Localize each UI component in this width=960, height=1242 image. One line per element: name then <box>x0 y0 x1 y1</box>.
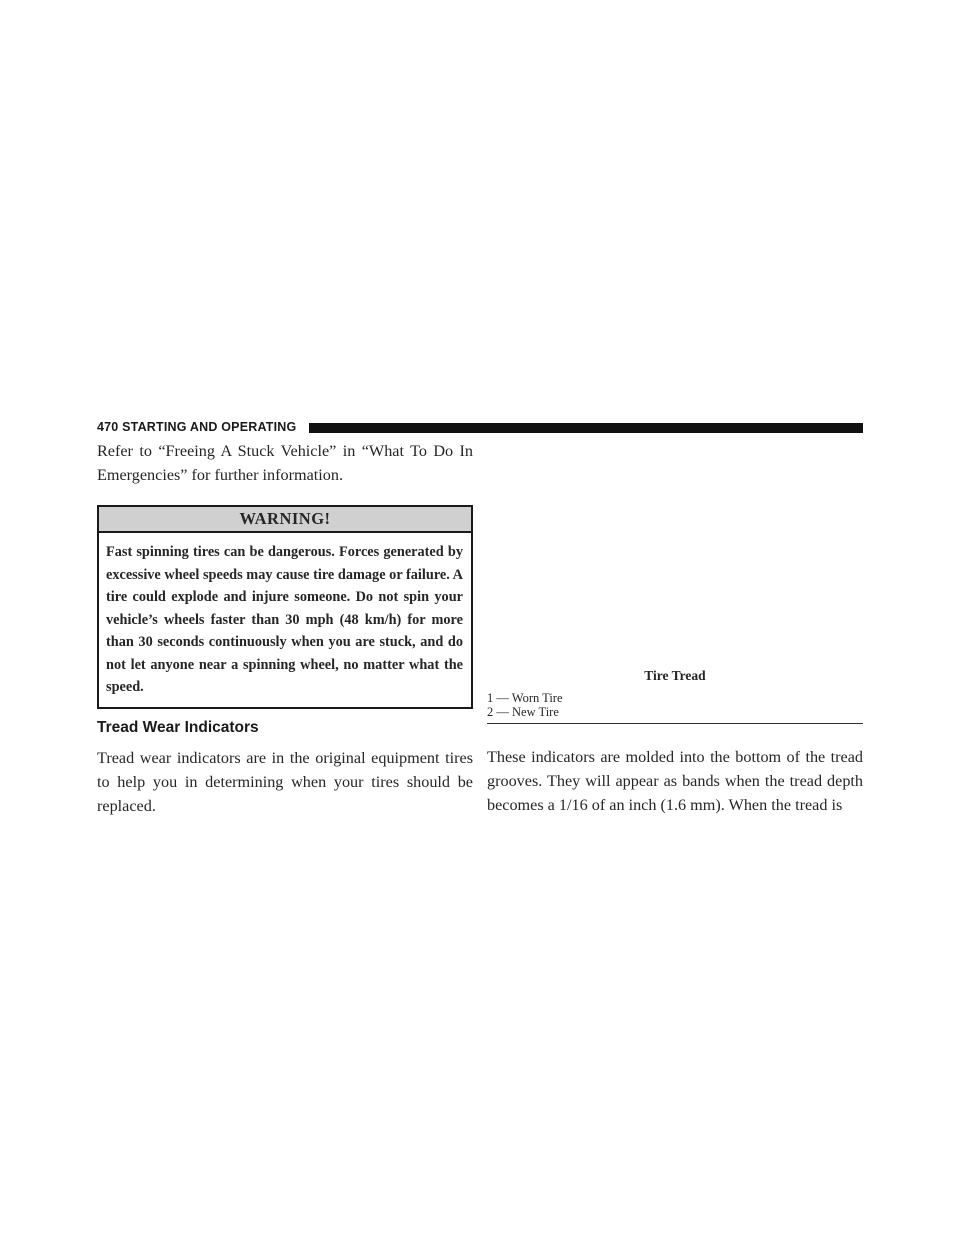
legend-item-worn-tire: 1 — Worn Tire <box>487 691 563 705</box>
header-rule-bar <box>309 423 863 433</box>
page-number-label: 470 STARTING AND OPERATING <box>97 420 297 434</box>
legend-item-new-tire: 2 — New Tire <box>487 705 559 719</box>
figure-caption: Tire Tread <box>644 668 706 683</box>
warning-title: WARNING! <box>99 507 471 533</box>
warning-text: Fast spinning tires can be dangerous. Forces generated by excessive wheel speeds may cause tire damage or failure. A tire could explode and injure someone. Do not spin your vehicle’s wheels faster than 30 mph (48 km/h) for more than 30 seconds continuously when you are stuck, and do not let anyone near a spinning wheel, no matter what the speed. <box>106 544 463 695</box>
figure-legend <box>487 691 863 724</box>
warning-box <box>97 505 473 709</box>
right-column <box>487 439 863 817</box>
left-column <box>97 439 473 818</box>
tire-tread-figure <box>487 439 863 665</box>
indicators-paragraph: These indicators are molded into the bottom of the tread grooves. They will appear as bands when the tread depth becomes a 1/16 of an inch (1.6 mm). When the tread is <box>487 748 863 814</box>
page-header <box>97 418 863 438</box>
intro-paragraph: Refer to “Freeing A Stuck Vehicle” in “What To Do In Emergencies” for further information. <box>97 442 473 484</box>
section-paragraph: Tread wear indicators are in the original equipment tires to help you in determining when your tires should be replaced. <box>97 748 473 815</box>
section-heading: Tread Wear Indicators <box>97 718 259 736</box>
